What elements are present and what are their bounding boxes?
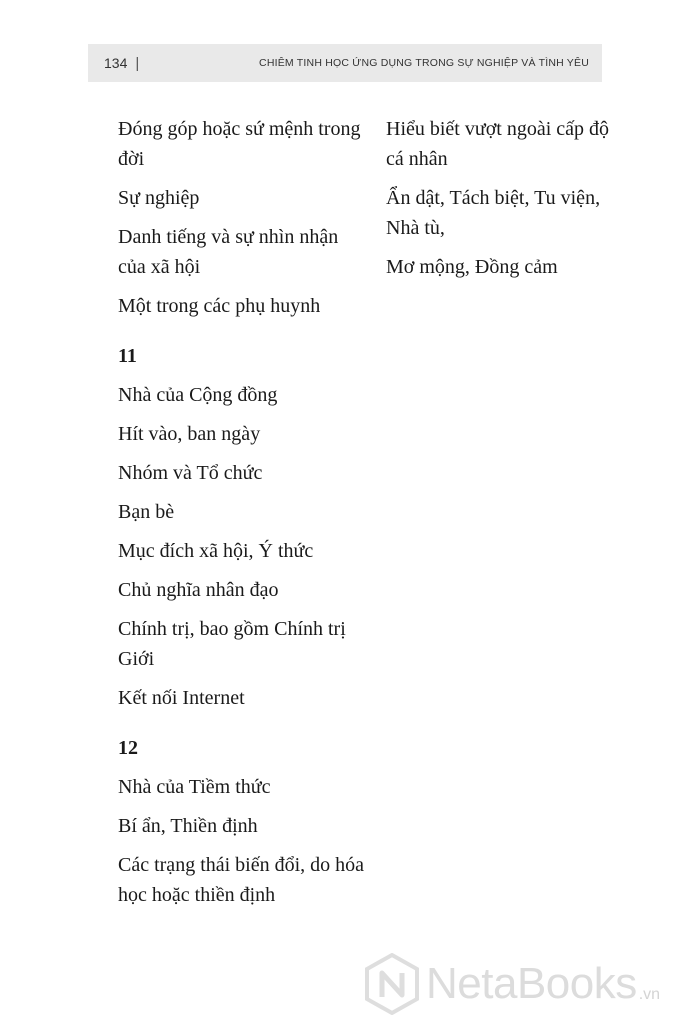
list-item: Các trạng thái biến đổi, do hóa học hoặc thiền định	[118, 854, 365, 906]
page-number: 134	[104, 55, 128, 71]
list-item: Bạn bè	[118, 501, 175, 523]
list-item: Nhóm và Tổ chức	[118, 462, 263, 484]
left-column	[118, 114, 368, 919]
list-item: Hiểu biết vượt ngoài cấp độ cá nhân	[386, 118, 610, 170]
list-item: Hít vào, ban ngày	[118, 423, 261, 445]
list-item: Nhà của Cộng đồng	[118, 384, 278, 406]
watermark-brand: NetaBooks	[426, 959, 637, 1008]
list-item: Kết nối Internet	[118, 687, 245, 709]
watermark-suffix: .vn	[638, 986, 661, 1003]
house-11-heading: 11	[118, 345, 137, 367]
list-item: Bí ẩn, Thiền định	[118, 815, 258, 837]
list-item: Chủ nghĩa nhân đạo	[118, 579, 279, 601]
list-item: Danh tiếng và sự nhìn nhận của xã hội	[118, 226, 339, 278]
list-item: Chính trị, bao gồm Chính trị Giới	[118, 618, 346, 670]
list-item: Sự nghiệp	[118, 187, 200, 209]
watermark	[364, 952, 694, 1016]
running-title: CHIÊM TINH HỌC ỨNG DỤNG TRONG SỰ NGHIỆP VÀ TÌNH YÊU	[259, 57, 589, 69]
house-12-heading: 12	[118, 737, 138, 759]
list-item: Một trong các phụ huynh	[118, 295, 321, 317]
right-column	[386, 114, 616, 291]
list-item: Mơ mộng, Đồng cảm	[386, 256, 558, 278]
page-header	[88, 44, 602, 82]
list-item: Đóng góp hoặc sứ mệnh trong đời	[118, 118, 361, 170]
netabooks-logo-icon	[364, 953, 420, 1015]
header-separator: |	[135, 54, 140, 72]
list-item: Ẩn dật, Tách biệt, Tu viện, Nhà tù,	[386, 187, 601, 239]
list-item: Mục đích xã hội, Ý thức	[118, 540, 314, 562]
list-item: Nhà của Tiềm thức	[118, 776, 271, 798]
